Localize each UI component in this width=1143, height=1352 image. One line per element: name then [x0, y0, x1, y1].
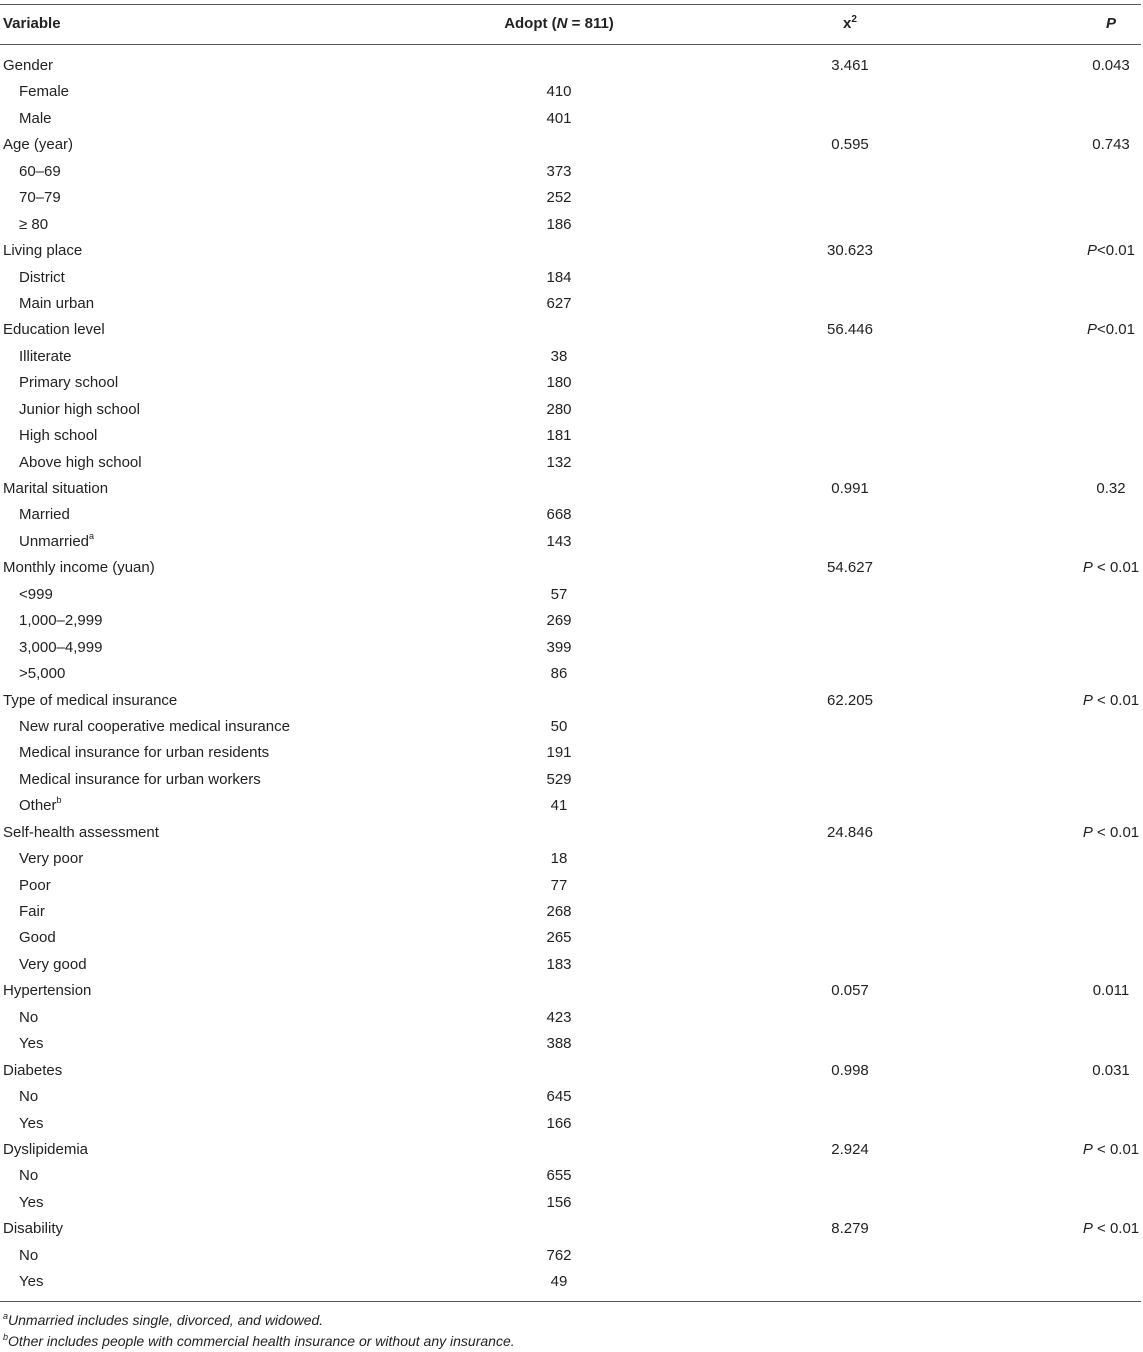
table-row [0, 925, 1141, 951]
table-row [0, 608, 1141, 634]
row-label [19, 1247, 38, 1265]
row-chi-square: 0.595 [831, 136, 869, 154]
row-label-text: Type of medical insurance [3, 691, 178, 709]
row-adopt-count: 166 [546, 1114, 572, 1132]
row-adopt-count: 77 [550, 876, 568, 894]
row-adopt-count: 86 [550, 665, 568, 683]
table-row [0, 688, 1141, 714]
row-label [3, 242, 82, 260]
row-label [19, 718, 290, 736]
row-label-text: Very good [19, 955, 87, 973]
row-adopt-count: 186 [546, 215, 572, 233]
table-row [0, 767, 1141, 793]
row-chi-square: 54.627 [827, 559, 873, 577]
row-label [19, 348, 72, 366]
row-label [3, 692, 177, 710]
row-chi-square: 0.991 [831, 480, 869, 497]
row-label [3, 1141, 88, 1159]
header-adopt-prefix: Adopt ( [504, 15, 557, 32]
table-row [0, 370, 1141, 396]
row-label [19, 797, 62, 815]
footnote-text: Unmarried includes single, divorced, and widowed. [8, 1312, 324, 1328]
row-label-text: Female [19, 83, 70, 101]
row-label [19, 269, 65, 287]
row-adopt-count: 399 [546, 638, 572, 656]
row-label-text: Yes [19, 1273, 44, 1291]
table-row [0, 132, 1141, 158]
table-row [0, 1031, 1141, 1057]
row-label-text: High school [19, 427, 98, 445]
row-label [19, 1009, 38, 1027]
row-label [19, 1115, 43, 1133]
row-label-text: No [19, 1008, 39, 1026]
row-label-text: Yes [19, 1193, 44, 1211]
row-adopt-count: 388 [546, 1035, 572, 1053]
table-row [0, 159, 1141, 185]
row-label-text: 1,000–2,999 [19, 612, 103, 630]
table-row [0, 1163, 1141, 1189]
row-label [19, 1088, 38, 1106]
row-label-text: Diabetes [3, 1061, 63, 1079]
row-p-value: 0.743 [1092, 136, 1130, 154]
row-label-text: >5,000 [19, 665, 66, 683]
row-label-text: Self-health assessment [3, 823, 159, 841]
row-label-text: ≥ 80 [19, 215, 49, 233]
row-label [19, 427, 97, 445]
row-label [19, 506, 70, 524]
row-label [19, 189, 61, 207]
table-row [0, 291, 1141, 317]
row-label-text: Yes [19, 1114, 44, 1132]
row-label [19, 216, 48, 234]
header-chi-square [843, 14, 857, 34]
table-row [0, 1005, 1141, 1031]
row-adopt-count: 18 [550, 850, 568, 868]
row-label-text: Monthly income (yuan) [3, 559, 155, 577]
header-adopt-suffix: = 811) [567, 15, 614, 32]
table-row [0, 502, 1141, 528]
table-row [0, 106, 1141, 132]
row-adopt-count: 423 [546, 1008, 572, 1026]
row-p-value: P < 0.01 [1082, 1220, 1140, 1238]
row-p-value: P<0.01 [1087, 321, 1135, 339]
row-label [19, 903, 45, 921]
row-label-text: Marital situation [3, 480, 109, 497]
row-label-text: Medical insurance for urban residents [19, 744, 270, 762]
row-label [19, 401, 140, 419]
row-label [19, 110, 52, 128]
row-adopt-count: 529 [546, 770, 572, 788]
table-row [0, 899, 1141, 925]
row-label-text: Good [19, 929, 56, 947]
row-p-value: P < 0.01 [1082, 1140, 1140, 1158]
table-header-rule [0, 44, 1141, 45]
row-label-text: Education level [3, 321, 105, 339]
row-label-text: Married [19, 506, 70, 524]
row-label [19, 929, 56, 947]
table-row [0, 820, 1141, 846]
row-label-text: Main urban [19, 294, 95, 312]
header-variable: Variable [3, 15, 61, 32]
row-p-value: P < 0.01 [1082, 559, 1140, 577]
row-label-text: 3,000–4,999 [19, 638, 103, 656]
row-label [19, 1194, 43, 1212]
row-label [3, 480, 108, 498]
row-label-text: Age (year) [3, 136, 74, 154]
row-label [19, 639, 102, 657]
table-row [0, 344, 1141, 370]
row-label-text: Male [19, 109, 52, 127]
table-row [0, 1190, 1141, 1216]
table-row [0, 1243, 1141, 1269]
row-label-text: Unmarried [19, 532, 90, 550]
table-footnotes [3, 1310, 515, 1352]
row-label [19, 1035, 43, 1053]
row-adopt-count: 41 [550, 797, 568, 815]
row-adopt-count: 184 [546, 268, 572, 286]
table-row [0, 1111, 1141, 1137]
row-adopt-count: 627 [546, 294, 572, 312]
row-adopt-count: 410 [546, 83, 572, 101]
table-row [0, 476, 1141, 502]
row-label-text: Medical insurance for urban workers [19, 770, 261, 788]
row-label-text: Primary school [19, 374, 119, 392]
row-label [19, 771, 261, 789]
row-label [19, 530, 95, 551]
row-adopt-count: 181 [546, 427, 572, 445]
header-adopt [504, 14, 614, 34]
row-adopt-count: 156 [546, 1193, 572, 1211]
row-chi-square: 0.998 [831, 1061, 869, 1079]
row-p-value: 0.043 [1092, 57, 1130, 74]
table-header [0, 4, 1141, 44]
header-chi-square-base: x [843, 15, 852, 32]
footnote-mark: b [3, 1332, 9, 1342]
row-label-text: Gender [3, 57, 54, 74]
row-adopt-count: 183 [546, 955, 572, 973]
table-row [0, 1058, 1141, 1084]
table-row [0, 661, 1141, 687]
row-label-text: No [19, 1246, 39, 1264]
row-adopt-count: 645 [546, 1088, 572, 1106]
table-row [0, 635, 1141, 661]
row-label [3, 57, 53, 75]
row-label [19, 163, 61, 181]
table-row [0, 529, 1141, 555]
row-chi-square: 2.924 [831, 1140, 869, 1158]
row-chi-square: 8.279 [831, 1220, 869, 1238]
table-row [0, 793, 1141, 819]
row-label-text: New rural cooperative medical insurance [19, 717, 290, 735]
row-adopt-count: 57 [550, 585, 568, 603]
table-row [0, 1084, 1141, 1110]
row-label [3, 824, 159, 842]
row-adopt-count: 268 [546, 903, 572, 920]
row-p-value: P < 0.01 [1082, 823, 1140, 841]
row-p-value: P < 0.01 [1082, 691, 1140, 709]
row-chi-square: 0.057 [831, 982, 869, 1000]
row-p-value: P<0.01 [1087, 242, 1135, 260]
table-row [0, 238, 1141, 264]
row-adopt-count: 252 [546, 189, 572, 207]
row-adopt-count: 668 [546, 506, 572, 524]
footnote [3, 1310, 515, 1331]
row-label-text: 70–79 [19, 189, 61, 207]
row-label-text: Fair [19, 903, 45, 920]
row-adopt-count: 38 [550, 347, 568, 365]
row-label-footnote-mark: b [56, 795, 62, 806]
row-p-value: 0.031 [1092, 1061, 1130, 1079]
header-chi-square-sup: 2 [851, 14, 857, 25]
row-label-text: Hypertension [3, 982, 92, 1000]
table-row [0, 714, 1141, 740]
row-label [19, 665, 65, 683]
row-chi-square: 62.205 [827, 691, 873, 709]
row-adopt-count: 373 [546, 162, 572, 180]
table-row [0, 846, 1141, 872]
table-row [0, 1137, 1141, 1163]
row-label-text: No [19, 1088, 39, 1106]
table-row [0, 79, 1141, 105]
row-label [3, 136, 73, 154]
row-chi-square: 30.623 [827, 242, 873, 260]
row-label-text: No [19, 1167, 39, 1185]
row-label [19, 612, 102, 630]
row-label [3, 559, 155, 577]
row-label [19, 877, 51, 895]
table-body [0, 53, 1141, 1296]
row-adopt-count: 132 [546, 453, 572, 471]
table-row [0, 317, 1141, 343]
table-row [0, 423, 1141, 449]
table-row [0, 740, 1141, 766]
row-label-text: Other [19, 797, 57, 815]
row-label [19, 295, 94, 313]
row-chi-square: 3.461 [831, 57, 869, 74]
row-label [3, 321, 105, 339]
row-label [19, 744, 269, 762]
footnote-mark: a [3, 1311, 9, 1321]
row-label [19, 850, 83, 868]
row-adopt-count: 269 [546, 612, 572, 630]
row-label-text: Illiterate [19, 347, 72, 365]
row-label-footnote-mark: a [89, 530, 95, 541]
row-adopt-count: 265 [546, 929, 572, 947]
row-adopt-count: 143 [546, 532, 572, 550]
table-row [0, 212, 1141, 238]
table-row [0, 450, 1141, 476]
table-row [0, 397, 1141, 423]
table-row [0, 582, 1141, 608]
row-label-text: Disability [3, 1220, 64, 1238]
table-row [0, 53, 1141, 79]
row-label-text: Poor [19, 876, 51, 894]
row-adopt-count: 401 [546, 109, 572, 127]
row-label-text: <999 [19, 585, 53, 603]
table-row [0, 185, 1141, 211]
header-p: P [1105, 15, 1117, 32]
table-row [0, 952, 1141, 978]
row-adopt-count: 50 [550, 717, 568, 735]
table-row [0, 1216, 1141, 1242]
row-adopt-count: 762 [546, 1246, 572, 1264]
footnote [3, 1331, 515, 1352]
table-row [0, 873, 1141, 899]
row-label-text: District [19, 268, 65, 286]
row-label [19, 454, 142, 472]
row-label [19, 1273, 43, 1291]
row-label [19, 956, 87, 974]
table-bottom-rule [0, 1301, 1141, 1302]
row-adopt-count: 180 [546, 374, 572, 392]
row-label-text: Very poor [19, 850, 84, 868]
row-label-text: Junior high school [19, 400, 140, 418]
row-label-text: Dyslipidemia [3, 1140, 89, 1158]
table-row [0, 1269, 1141, 1295]
row-chi-square: 56.446 [827, 321, 873, 339]
row-label [19, 586, 53, 604]
row-label [3, 1220, 63, 1238]
table-row [0, 265, 1141, 291]
row-label-text: Living place [3, 242, 83, 260]
row-p-value: 0.011 [1092, 982, 1130, 1000]
row-adopt-count: 280 [546, 400, 572, 418]
row-label [19, 1167, 38, 1185]
row-p-value: 0.32 [1096, 480, 1126, 497]
table-row [0, 555, 1141, 581]
row-label [3, 982, 91, 1000]
row-adopt-count: 191 [546, 744, 572, 762]
row-adopt-count: 49 [550, 1273, 568, 1291]
row-label-text: 60–69 [19, 162, 61, 180]
table-row [0, 978, 1141, 1004]
row-label [19, 374, 118, 392]
row-label [19, 83, 69, 101]
row-label-text: Yes [19, 1035, 44, 1053]
row-chi-square: 24.846 [827, 823, 873, 841]
row-adopt-count: 655 [546, 1167, 572, 1185]
row-label [3, 1062, 62, 1080]
row-label-text: Above high school [19, 453, 142, 471]
footnote-text: Other includes people with commercial health insurance or without any insurance. [8, 1333, 515, 1349]
header-adopt-n: N [556, 15, 568, 32]
